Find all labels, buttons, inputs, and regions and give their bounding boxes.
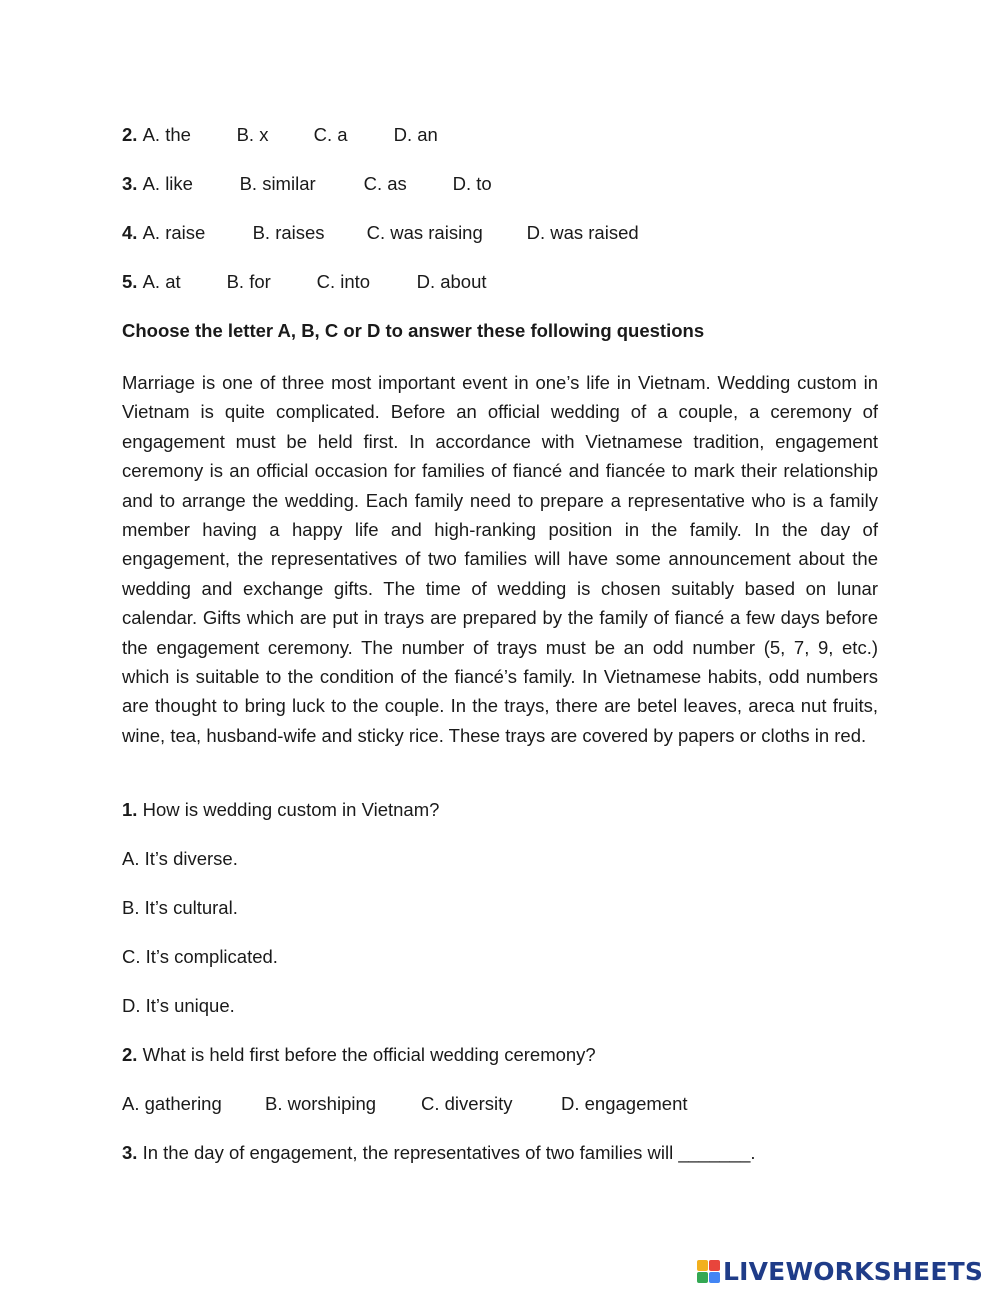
reading-passage: Marriage is one of three most important event in one’s life in Vietnam. Wedding custom in Vietnam is quite complicated. Before an official wedding of a couple, a ceremony of engagement must be held first. In accordance with Vietnamese tradition, engagement ceremony is an official occasion for families of fiancé and fiancée to mark their relationship and to arrange the wedding. Each family need to prepare a representative who is a family member having a happy life and high-ranking position in the family. In the day of engagement, the representatives of two families will have some announcement about the wedding and exchange gifts. The time of wedding is chosen suitably based on lunar calendar. Gifts which are put in trays are prepared by the family of fiancé a few days before the engagement ceremony. The number of trays must be an odd number (5, 7, 9, etc.) which is suitable to the condition of the fiancé’s family. In Vietnamese habits, odd numbers are thought to bring luck to the couple. In the trays, there are betel leaves, areca nut fruits, wine, tea, husband-wife and sticky rice. These trays are covered by papers or cloths in red. xyxy=(122,372,878,746)
question-1 xyxy=(122,799,439,821)
cloze-number: 5. xyxy=(122,271,138,292)
cloze-option-d: D. about xyxy=(416,271,487,292)
cloze-option-a: A. at xyxy=(142,271,181,292)
cloze-option-c: C. was raising xyxy=(366,222,483,243)
question-number: 2. xyxy=(122,1044,138,1065)
cloze-option-a: A. like xyxy=(142,173,193,194)
q1-option-b: B. It’s cultural. xyxy=(122,897,238,918)
cloze-option-d: D. an xyxy=(393,124,438,145)
question-number: 1. xyxy=(122,799,138,820)
question-number: 3. xyxy=(122,1142,138,1163)
q1-option-d: D. It’s unique. xyxy=(122,995,235,1016)
cloze-option-c: C. a xyxy=(313,124,348,145)
cloze-option-c: C. as xyxy=(363,173,407,194)
question-2 xyxy=(122,1044,596,1066)
q2-option-b: B. worshiping xyxy=(265,1093,377,1114)
cloze-number: 4. xyxy=(122,222,138,243)
cloze-option-b: B. for xyxy=(226,271,271,292)
cloze-option-a: A. raise xyxy=(142,222,206,243)
q1-option-c: C. It’s complicated. xyxy=(122,946,278,967)
cloze-number: 2. xyxy=(122,124,138,145)
q1-option-a: A. It’s diverse. xyxy=(122,848,238,869)
logo-blocks-icon xyxy=(697,1260,720,1283)
question-text: What is held first before the official wedding ceremony? xyxy=(142,1044,596,1065)
cloze-option-b: B. similar xyxy=(239,173,316,194)
cloze-row-4 xyxy=(122,222,639,244)
question-3 xyxy=(122,1142,756,1164)
cloze-row-2 xyxy=(122,124,438,146)
question-text: In the day of engagement, the representatives of two families will _______. xyxy=(142,1142,756,1163)
cloze-option-d: D. was raised xyxy=(526,222,639,243)
cloze-option-b: B. x xyxy=(236,124,269,145)
cloze-row-3 xyxy=(122,173,492,195)
q2-options xyxy=(122,1093,688,1115)
liveworksheets-logo xyxy=(697,1256,983,1286)
cloze-option-b: B. raises xyxy=(252,222,325,243)
section-heading: Choose the letter A, B, C or D to answer these following questions xyxy=(122,320,705,341)
q2-option-d: D. engagement xyxy=(561,1093,688,1114)
logo-text: LIVEWORKSHEETS xyxy=(723,1256,984,1286)
q2-option-a: A. gathering xyxy=(122,1093,222,1114)
cloze-row-5 xyxy=(122,271,487,293)
cloze-option-a: A. the xyxy=(142,124,191,145)
cloze-option-d: D. to xyxy=(452,173,492,194)
q2-option-c: C. diversity xyxy=(421,1093,513,1114)
question-text: How is wedding custom in Vietnam? xyxy=(142,799,440,820)
cloze-number: 3. xyxy=(122,173,138,194)
cloze-option-c: C. into xyxy=(316,271,371,292)
